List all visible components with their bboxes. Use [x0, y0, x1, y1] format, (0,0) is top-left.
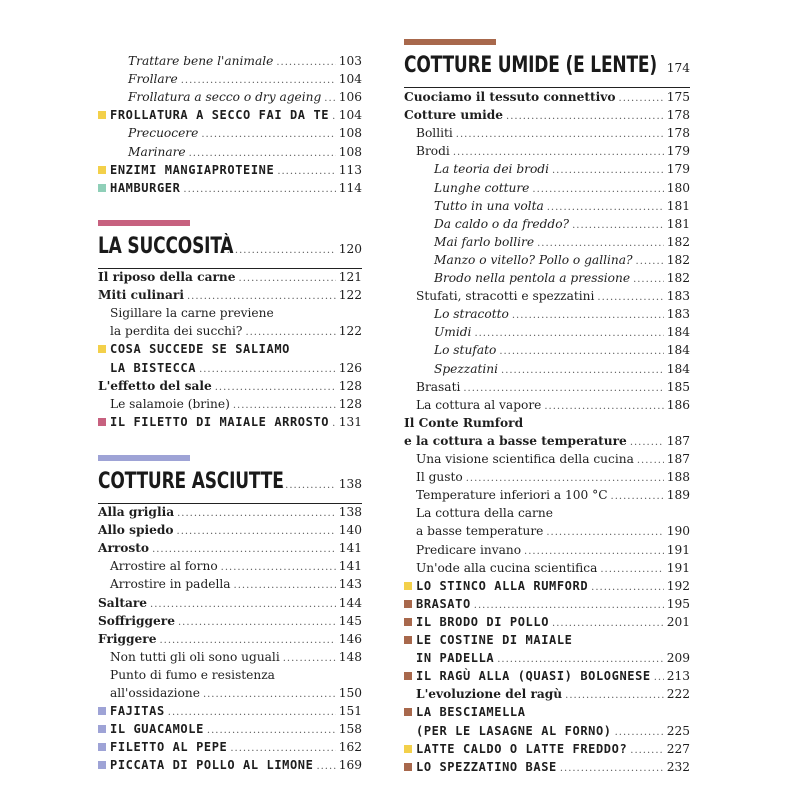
toc-entry-title: Cuociamo il tessuto connettivo [404, 90, 616, 104]
category-marker-icon [98, 707, 106, 715]
category-marker-icon [98, 418, 106, 426]
toc-entry-title: Lunghe cotture [434, 180, 530, 195]
toc-entry-page: 191 [666, 542, 690, 557]
toc-entry-page: 225 [666, 723, 690, 738]
toc-entry-title: IN PADELLA [416, 651, 495, 666]
toc-entry[interactable] [404, 233, 690, 251]
toc-entry-title: Le salamoie (brine) [110, 396, 230, 411]
toc-entry-title: IL BRODO DI POLLO [416, 614, 550, 629]
toc-entry-title: FROLLATURA A SECCO FAI DA TE [110, 108, 330, 123]
category-marker-icon [98, 345, 106, 353]
toc-entry-title: Temperature inferiori a 100 °C [416, 488, 608, 503]
toc-entry-title: Precuocere [128, 126, 199, 141]
toc-entry-title: LO SPEZZATINO BASE [416, 759, 557, 774]
toc-entry-page: 141 [338, 541, 362, 556]
toc-entry[interactable] [404, 124, 690, 142]
toc-entry-title: Spezzatini [434, 361, 499, 376]
toc-entry-page: 103 [338, 54, 362, 68]
toc-entry[interactable] [404, 378, 690, 396]
toc-entry-page: 128 [338, 396, 362, 411]
toc-entry-title: Arrostire in padella [110, 577, 231, 592]
toc-entry-title: LA BISTECCA [110, 360, 197, 375]
toc-entry-title: L'effetto del sale [98, 378, 212, 393]
toc-entry-title: all'ossidazione [110, 686, 200, 700]
toc-entry-title: Marinare [128, 144, 186, 159]
toc-entry[interactable] [98, 539, 362, 557]
toc-entry[interactable] [404, 414, 690, 432]
toc-entry-title: Umidi [434, 325, 472, 340]
toc-entry-page: 222 [666, 687, 690, 702]
category-marker-icon [98, 761, 106, 769]
toc-entry-page: 178 [666, 108, 690, 123]
category-marker-icon [404, 672, 412, 680]
toc-entry[interactable] [404, 758, 690, 776]
toc-entry-title: Saltare [98, 595, 148, 610]
section-page: 138 [338, 477, 362, 491]
toc-entry-page: 150 [338, 686, 362, 700]
toc-entry-title: Alla griglia [98, 505, 175, 519]
toc-entry[interactable] [98, 666, 362, 684]
toc-entry[interactable] [98, 88, 362, 106]
toc-entry[interactable] [404, 468, 690, 486]
toc-entry-title: L'evoluzione del ragù [416, 687, 563, 702]
toc-entry-page: 184 [666, 361, 690, 376]
toc-entry-page: 185 [666, 379, 690, 394]
toc-entry-page: 213 [666, 669, 690, 684]
toc-entry-page: 187 [666, 452, 690, 466]
toc-entry[interactable] [404, 649, 690, 667]
toc-entry[interactable] [404, 160, 690, 178]
toc-entry-page: 108 [338, 144, 362, 159]
toc-entry[interactable] [404, 197, 690, 215]
toc-entry[interactable] [404, 396, 690, 414]
toc-entry-title: Lo stufato [434, 343, 497, 358]
toc-entry-page: 227 [666, 741, 690, 756]
toc-entry[interactable] [404, 522, 690, 540]
toc-entry-page: 191 [666, 560, 690, 575]
toc-entry[interactable] [404, 703, 690, 721]
toc-entry-page: 179 [666, 144, 690, 159]
toc-entry[interactable] [98, 340, 362, 358]
toc-entry-title: IL RAGÙ ALLA (QUASI) BOLOGNESE [416, 669, 651, 684]
toc-entry[interactable] [404, 486, 690, 504]
toc-entry-title: Tutto in una volta [434, 198, 544, 213]
toc-entry-title: Da caldo o da freddo? [434, 216, 570, 231]
toc-entry-page: 182 [666, 234, 690, 249]
toc-entry-page: 148 [338, 649, 362, 664]
toc-entry[interactable] [404, 631, 690, 649]
toc-entry-page: 169 [338, 758, 362, 773]
toc-entry-page: 146 [338, 631, 362, 646]
category-marker-icon [404, 745, 412, 753]
toc-entry-page: 113 [338, 162, 362, 177]
section-color-bar [404, 39, 496, 45]
toc-entry-page: 188 [666, 470, 690, 485]
toc-entry-page: 183 [666, 307, 690, 322]
toc-entry-title: a basse temperature [416, 524, 544, 539]
toc-entry-title: la perdita dei succhi? [110, 324, 243, 339]
toc-entry[interactable] [98, 377, 362, 395]
toc-entry-title: Frollatura a secco o dry ageing [128, 90, 322, 105]
toc-entry-title: La cottura della carne [416, 506, 553, 521]
toc-entry[interactable] [404, 215, 690, 233]
toc-entry[interactable] [98, 106, 362, 124]
toc-entry[interactable] [404, 287, 690, 305]
toc-entry[interactable] [98, 557, 362, 575]
toc-entry-title: Il riposo della carne [98, 270, 236, 284]
toc-entry-title: Sigillare la carne previene [110, 306, 274, 321]
toc-entry-title: Il gusto [416, 470, 463, 485]
toc-entry-title: Allo spiedo [98, 523, 174, 538]
toc-entry-title: La teoria dei brodi [434, 162, 549, 177]
toc-entry-title: La cottura al vapore [416, 397, 542, 412]
toc-entry[interactable] [98, 648, 362, 666]
toc-entry-page: 131 [338, 414, 362, 429]
toc-entry-title: COSA SUCCEDE SE SALIAMO [110, 342, 290, 357]
toc-entry-page: 189 [666, 488, 690, 503]
toc-entry[interactable] [404, 595, 690, 613]
toc-entry[interactable] [98, 503, 362, 521]
dot-leader [560, 760, 664, 778]
toc-entry-title: FAJITAS [110, 704, 165, 719]
toc-entry-page: 186 [666, 397, 690, 412]
toc-entry[interactable] [98, 395, 362, 413]
toc-entry-page: 192 [666, 578, 690, 593]
category-marker-icon [404, 763, 412, 771]
category-marker-icon [404, 618, 412, 626]
category-marker-icon [98, 166, 106, 174]
toc-entry[interactable] [98, 286, 362, 304]
toc-entry[interactable] [404, 142, 690, 160]
toc-entry-title: Arrostire al forno [110, 559, 218, 574]
toc-entry-page: 162 [338, 740, 362, 755]
section-color-bar [98, 220, 190, 226]
toc-entry-page: 158 [338, 722, 362, 737]
toc-entry-title: LATTE CALDO O LATTE FREDDO? [416, 741, 628, 756]
toc-entry-page: 181 [666, 198, 690, 213]
toc-entry-title: ENZIMI MANGIAPROTEINE [110, 162, 275, 177]
toc-entry[interactable] [404, 360, 690, 378]
section-title: COTTURE ASCIUTTE [98, 469, 284, 494]
toc-entry-page: 128 [338, 378, 362, 393]
toc-entry[interactable] [404, 305, 690, 323]
toc-entry-title: IL FILETTO DI MAIALE ARROSTO [110, 414, 330, 429]
toc-entry-title: FILETTO AL PEPE [110, 740, 228, 755]
toc-entry[interactable] [98, 359, 362, 377]
toc-entry[interactable] [98, 738, 362, 756]
toc-entry-title: Predicare invano [416, 542, 522, 557]
toc-entry-title: (PER LE LASAGNE AL FORNO) [416, 723, 612, 738]
toc-entry[interactable] [404, 504, 690, 522]
toc-entry-title: LA BESCIAMELLA [416, 705, 526, 720]
category-marker-icon [98, 184, 106, 192]
toc-entry-page: 182 [666, 271, 690, 285]
section-color-bar [98, 455, 190, 461]
toc-entry-page: 187 [666, 433, 690, 448]
toc-entry-title: IL GUACAMOLE [110, 722, 204, 737]
toc-entry-page: 181 [666, 216, 690, 231]
section-title: LA SUCCOSITÀ [98, 234, 234, 259]
toc-entry-page: 195 [666, 596, 690, 611]
category-marker-icon [98, 111, 106, 119]
toc-entry-title: Un'ode alla cucina scientifica [416, 560, 598, 575]
category-marker-icon [404, 600, 412, 608]
toc-entry[interactable] [404, 432, 690, 450]
toc-entry[interactable] [98, 161, 362, 179]
toc-entry[interactable] [404, 722, 690, 740]
toc-entry-title: Manzo o vitello? Pollo o gallina? [434, 252, 633, 267]
toc-entry[interactable] [98, 70, 362, 88]
toc-entry[interactable] [404, 740, 690, 758]
toc-entry-page: 182 [666, 252, 690, 267]
toc-entry[interactable] [404, 269, 690, 287]
toc-entry-page: 104 [338, 108, 362, 123]
toc-entry[interactable] [98, 612, 362, 630]
toc-entry-page: 175 [666, 90, 690, 104]
dot-leader [316, 758, 335, 776]
toc-entry-page: 114 [338, 180, 362, 195]
toc-entry-page: 190 [666, 524, 690, 539]
toc-entry-page: 180 [666, 180, 690, 195]
toc-entry-title: Miti culinari [98, 288, 184, 303]
toc-entry-page: 121 [338, 270, 362, 284]
toc-entry-page: 201 [666, 614, 690, 629]
dot-leader [662, 64, 663, 75]
toc-entry[interactable] [404, 541, 690, 559]
toc-entry[interactable] [404, 323, 690, 341]
category-marker-icon [98, 725, 106, 733]
toc-entry[interactable] [404, 450, 690, 468]
toc-entry-page: 178 [666, 126, 690, 141]
toc-entry-page: 138 [338, 505, 362, 519]
toc-entry-title: Brodo nella pentola a pressione [434, 271, 631, 285]
toc-entry-title: Lo stracotto [434, 307, 509, 322]
toc-entry-page: 184 [666, 325, 690, 340]
toc-entry[interactable] [98, 179, 362, 197]
section-page: 120 [338, 242, 362, 256]
toc-entry-title: Mai farlo bollire [434, 234, 535, 249]
toc-entry[interactable] [98, 521, 362, 539]
toc-entry[interactable] [404, 559, 690, 577]
dot-leader [332, 415, 336, 433]
toc-entry-title: Brasati [416, 379, 461, 394]
toc-entry-title: Non tutti gli oli sono uguali [110, 649, 280, 664]
category-marker-icon [404, 582, 412, 590]
dot-leader [281, 480, 335, 491]
section-title: COTTURE UMIDE (E LENTE) [404, 53, 658, 78]
toc-entry-page: 145 [338, 613, 362, 628]
toc-entry-title: LO STINCO ALLA RUMFORD [416, 578, 589, 593]
toc-entry[interactable] [404, 179, 690, 197]
toc-entry-title: Arrosto [98, 541, 150, 556]
section-page: 174 [666, 61, 690, 75]
toc-entry-page: 143 [338, 577, 362, 592]
toc-entry[interactable] [98, 684, 362, 702]
toc-entry-title: e la cottura a basse temperature [404, 433, 627, 448]
category-marker-icon [98, 743, 106, 751]
toc-entry[interactable] [404, 577, 690, 595]
toc-entry-title: Frollare [128, 72, 178, 87]
toc-entry[interactable] [404, 251, 690, 269]
toc-entry-title: Trattare bene l'animale [128, 54, 274, 68]
category-marker-icon [404, 636, 412, 644]
toc-entry[interactable] [404, 341, 690, 359]
dot-leader [183, 181, 335, 199]
toc-entry[interactable] [404, 613, 690, 631]
toc-entry-page: 104 [338, 72, 362, 87]
category-marker-icon [404, 708, 412, 716]
toc-entry-title: LE COSTINE DI MAIALE [416, 633, 573, 647]
toc-entry-title: BRASATO [416, 596, 471, 611]
toc-entry[interactable] [404, 685, 690, 703]
toc-entry[interactable] [98, 52, 362, 70]
toc-entry[interactable] [98, 413, 362, 431]
toc-entry[interactable] [98, 124, 362, 142]
toc-entry[interactable] [404, 667, 690, 685]
toc-entry-title: Brodi [416, 144, 450, 159]
toc-entry-title: Una visione scientifica della cucina [416, 452, 634, 466]
toc-entry-page: 126 [338, 360, 362, 375]
toc-entry-page: 184 [666, 343, 690, 358]
toc-entry[interactable] [98, 268, 362, 286]
toc-entry-page: 232 [666, 759, 690, 774]
toc-entry[interactable] [98, 304, 362, 322]
toc-entry[interactable] [98, 594, 362, 612]
toc-entry-page: 179 [666, 162, 690, 177]
toc-entry[interactable] [404, 106, 690, 124]
toc-entry-page: 144 [338, 595, 362, 610]
toc-entry-title: Friggere [98, 631, 157, 646]
toc-entry[interactable] [98, 720, 362, 738]
toc-entry-title: Bolliti [416, 126, 453, 141]
toc-entry-title: Stufati, stracotti e spezzatini [416, 289, 595, 304]
toc-entry-title: HAMBURGER [110, 180, 181, 195]
toc-entry-page: 108 [338, 126, 362, 141]
toc-entry[interactable] [404, 88, 690, 106]
toc-entry-title: Il Conte Rumford [404, 415, 524, 430]
toc-entry-title: Punto di fumo e resistenza [110, 667, 275, 682]
toc-entry[interactable] [98, 630, 362, 648]
toc-entry[interactable] [98, 322, 362, 340]
toc-entry[interactable] [98, 143, 362, 161]
toc-entry[interactable] [98, 756, 362, 774]
toc-entry-page: 140 [338, 523, 362, 538]
toc-entry-title: Cotture umide [404, 108, 504, 123]
toc-entry-title: Soffriggere [98, 613, 175, 628]
toc-entry-page: 106 [338, 90, 362, 105]
toc-entry-page: 122 [338, 288, 362, 303]
toc-entry-title: PICCATA DI POLLO AL LIMONE [110, 758, 314, 773]
toc-entry-page: 183 [666, 289, 690, 304]
toc-entry-page: 209 [666, 651, 690, 666]
toc-entry-page: 151 [338, 704, 362, 719]
toc-entry-page: 122 [338, 324, 362, 339]
dot-leader [222, 245, 334, 256]
toc-entry[interactable] [98, 702, 362, 720]
toc-entry-page: 141 [338, 559, 362, 574]
toc-entry[interactable] [98, 575, 362, 593]
